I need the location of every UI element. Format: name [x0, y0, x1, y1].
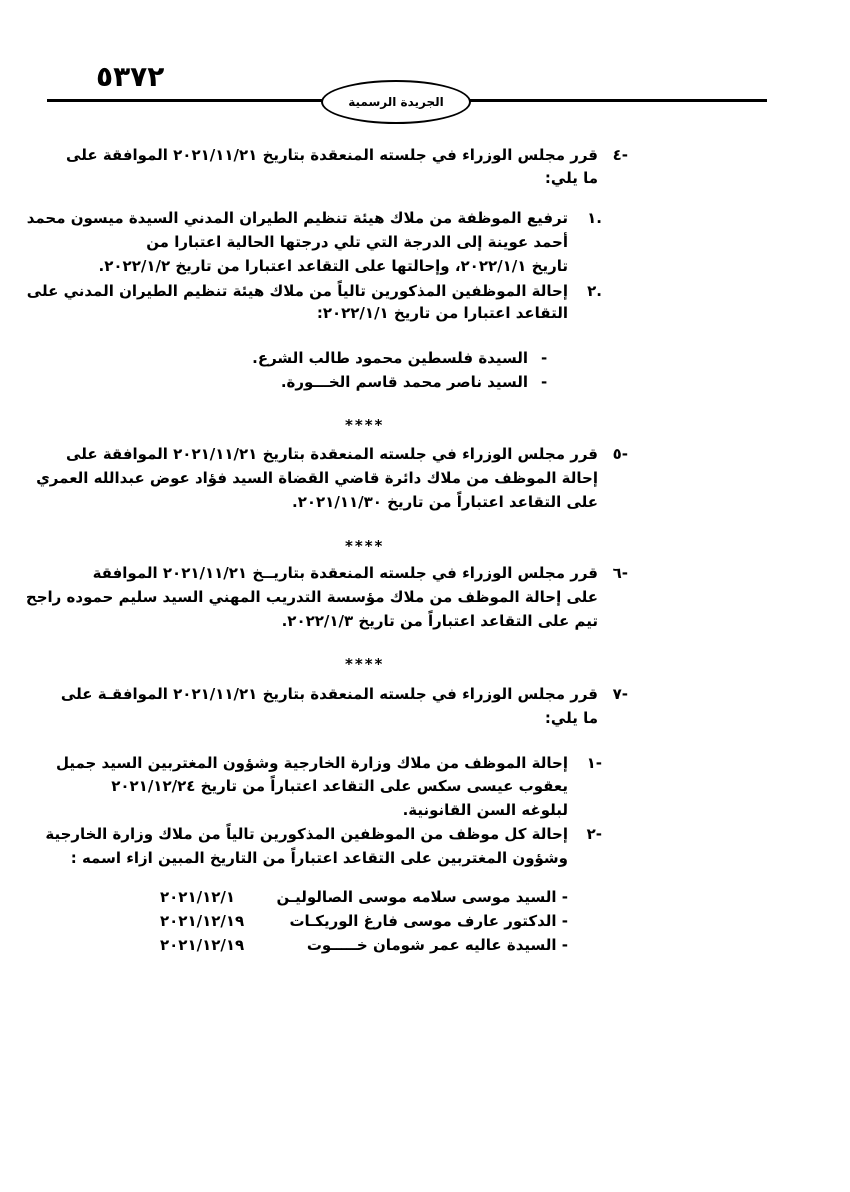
item4-point2-line2: التقاعد اعتبارا من تاريخ ٢٠٢٢/١/١:	[316, 304, 568, 322]
item4-name2-dash: -	[541, 373, 548, 391]
item4-name1-dash: -	[541, 349, 548, 367]
item6-line2: على إحالة الموظف من ملاك مؤسسة التدريب المهني السيد سليم حموده راجح	[25, 588, 598, 606]
retiree-name: - السيد موسى سلامه موسى الصالوليـن	[276, 888, 568, 906]
item6-line1: قرر مجلس الوزراء في جلسته المنعقدة بتاريــخ ٢٠٢١/١١/٢١ الموافقة	[92, 564, 598, 582]
item7-point1-line3: لبلوغه السن القانونية.	[402, 801, 568, 819]
item4-point2-marker: ٢.	[587, 282, 602, 300]
item7-point2-marker: ٢-	[586, 825, 602, 843]
item5-line3: على التقاعد اعتباراً من تاريخ ٢٠٢١/١١/٣٠.	[292, 493, 598, 511]
gazette-title: الجريدة الرسمية	[348, 95, 444, 109]
item4-name1: السيدة فلسطين محمود طالب الشرع.	[252, 349, 528, 367]
item4-point1-line3: تاريخ ٢٠٢٢/١/١، وإحالتها على التقاعد اعتبارا من تاريخ ٢٠٢٢/١/٢.	[98, 257, 568, 275]
item6-line3: تيم على التقاعد اعتباراً من تاريخ ٢٠٢٢/١/٣.	[281, 612, 598, 630]
item7-point2-line1: إحالة كل موظف من الموظفين المذكورين تالياً من ملاك وزارة الخارجية	[45, 825, 568, 843]
item7-point2-line2: وشؤون المغتربين على التقاعد اعتباراً من التاريخ المبين ازاء اسمه :	[70, 849, 568, 867]
gazette-title-oval	[321, 80, 471, 124]
separator-1: ****	[345, 416, 385, 434]
retiree-date: ٢٠٢١/١٢/١	[160, 888, 236, 906]
separator-2: ****	[345, 537, 385, 555]
page-number: ٥٣٧٢	[96, 60, 165, 93]
item5-line1: قرر مجلس الوزراء في جلسته المنعقدة بتاريخ ٢٠٢١/١١/٢١ الموافقة على	[66, 445, 598, 463]
item7-intro-line2: ما يلي:	[544, 709, 598, 727]
item4-point1-line1: ترفيع الموظفة من ملاك هيئة تنظيم الطيران المدني السيدة ميسون محمد	[26, 209, 568, 227]
item6-number: ٦-	[612, 564, 628, 582]
item4-name2: السيد ناصر محمد قاسم الخـــورة.	[280, 373, 528, 391]
item7-point1-line2: يعقوب عيسى سكس على التقاعد اعتباراً من تاريخ ٢٠٢١/١٢/٢٤	[111, 777, 568, 795]
item7-point1-line1: إحالة الموظف من ملاك وزارة الخارجية وشؤون المغتربين السيد جميل	[55, 754, 568, 772]
item5-number: ٥-	[612, 445, 628, 463]
item4-point2-line1: إحالة الموظفين المذكورين تالياً من ملاك هيئة تنظيم الطيران المدني على	[26, 282, 568, 300]
item4-intro-line2: ما يلي:	[544, 169, 598, 187]
item4-point1-line2: أحمد عوينة إلى الدرجة التي تلي درجتها الحالية اعتبارا من	[146, 233, 568, 251]
retiree-date: ٢٠٢١/١٢/١٩	[160, 936, 245, 954]
item7-number: ٧-	[612, 685, 628, 703]
item4-point1-marker: ١.	[587, 209, 602, 227]
retiree-date: ٢٠٢١/١٢/١٩	[160, 912, 245, 930]
separator-3: ****	[345, 655, 385, 673]
item5-line2: إحالة الموظف من ملاك دائرة قاضي القضاة السيد فؤاد عوض عبدالله العمري	[36, 469, 598, 487]
retiree-name: - الدكتور عارف موسى فارغ الوريكـات	[289, 912, 568, 930]
item4-intro-line1: قرر مجلس الوزراء في جلسته المنعقدة بتاريخ ٢٠٢١/١١/٢١ الموافقة على	[66, 146, 598, 164]
item7-intro-line1: قرر مجلس الوزراء في جلسته المنعقدة بتاريخ ٢٠٢١/١١/٢١ الموافقـة على	[60, 685, 598, 703]
retiree-name: - السيدة عاليه عمر شومان خـــــوت	[306, 936, 568, 954]
item4-number: ٤-	[612, 146, 628, 164]
item7-point1-marker: ١-	[586, 754, 602, 772]
